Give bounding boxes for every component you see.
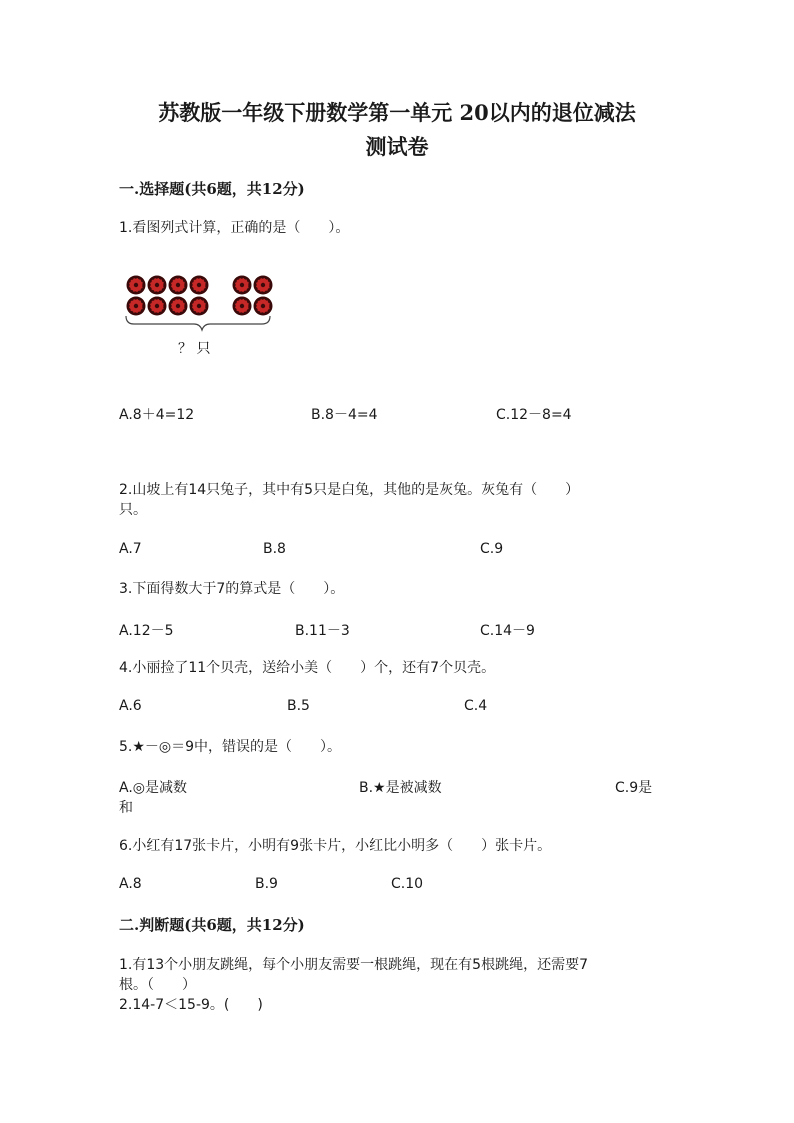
- bead-7: [169, 297, 188, 316]
- question-4-text: 4.小丽捡了11个贝壳，送给小美（ ）个，还有7个贝壳。: [119, 660, 496, 676]
- q1-option-b[interactable]: B.8－4=4: [311, 407, 378, 423]
- bead-11: [233, 297, 252, 316]
- question-1-text: 1.看图列式计算，正确的是（ ）。: [119, 220, 350, 236]
- judgement-1-text: [119, 955, 679, 995]
- bead-2: [148, 276, 167, 295]
- judgement-1-line-1: 1.有13个小朋友跳绳，每个小朋友需要一根跳绳，现在有5根跳绳，还需要7: [119, 957, 588, 973]
- judgement-1-line-2: 根。（ ）: [119, 977, 196, 993]
- q5-option-c[interactable]: C.9是: [615, 780, 653, 796]
- bead-1: [127, 276, 146, 295]
- q5-option-a[interactable]: A.◎是减数: [119, 780, 187, 796]
- question-1-figure: [122, 272, 282, 362]
- q2-option-b[interactable]: B.8: [263, 541, 286, 557]
- q2-option-c[interactable]: C.9: [480, 541, 504, 557]
- bead-10: [254, 276, 273, 295]
- title-line-2: 测试卷: [365, 134, 429, 159]
- q5-option-c-wrap: 和: [119, 800, 133, 816]
- question-2-line-1: 2.山坡上有14只兔子，其中有5只是白兔，其他的是灰兔。灰兔有（ ）: [119, 482, 580, 498]
- section-heading-choice: 一.选择题(共6题，共12分): [119, 180, 305, 198]
- question-5-text: 5.★－◎＝9中，错误的是（ ）。: [119, 739, 342, 755]
- question-2-text: [119, 480, 679, 520]
- bead-5: [127, 297, 146, 316]
- bead-9: [233, 276, 252, 295]
- q1-option-a[interactable]: A.8＋4=12: [119, 407, 195, 423]
- section-heading-judgement: 二.判断题(共6题，共12分): [119, 916, 305, 934]
- bead-3: [169, 276, 188, 295]
- brace-mark: [126, 316, 270, 330]
- bead-4: [190, 276, 209, 295]
- bead-8: [190, 297, 209, 316]
- question-6-text: 6.小红有17张卡片，小明有9张卡片，小红比小明多（ ）张卡片。: [119, 838, 552, 854]
- q5-option-b[interactable]: B.★是被减数: [359, 780, 442, 796]
- q6-option-b[interactable]: B.9: [255, 876, 278, 892]
- q3-option-b[interactable]: B.11－3: [295, 623, 350, 639]
- q4-option-b[interactable]: B.5: [287, 698, 310, 714]
- bead-6: [148, 297, 167, 316]
- q4-option-a[interactable]: A.6: [119, 698, 142, 714]
- title-line-1: 苏教版一年级下册数学第一单元 20以内的退位减法: [158, 100, 636, 125]
- q3-option-c[interactable]: C.14－9: [480, 623, 535, 639]
- q2-option-a[interactable]: A.7: [119, 541, 142, 557]
- judgement-2-text: 2.14-7＜15-9。( ): [119, 997, 263, 1013]
- q6-option-c[interactable]: C.10: [391, 876, 424, 892]
- q1-option-c[interactable]: C.12－8=4: [496, 407, 572, 423]
- q3-option-a[interactable]: A.12－5: [119, 623, 174, 639]
- question-2-line-2: 只。: [119, 502, 147, 518]
- figure-label: ？ 只: [178, 341, 211, 357]
- bead-12: [254, 297, 273, 316]
- question-3-text: 3.下面得数大于7的算式是（ ）。: [119, 581, 345, 597]
- page-title: [100, 96, 694, 164]
- q6-option-a[interactable]: A.8: [119, 876, 142, 892]
- q4-option-c[interactable]: C.4: [464, 698, 488, 714]
- bead-cluster: [127, 276, 273, 316]
